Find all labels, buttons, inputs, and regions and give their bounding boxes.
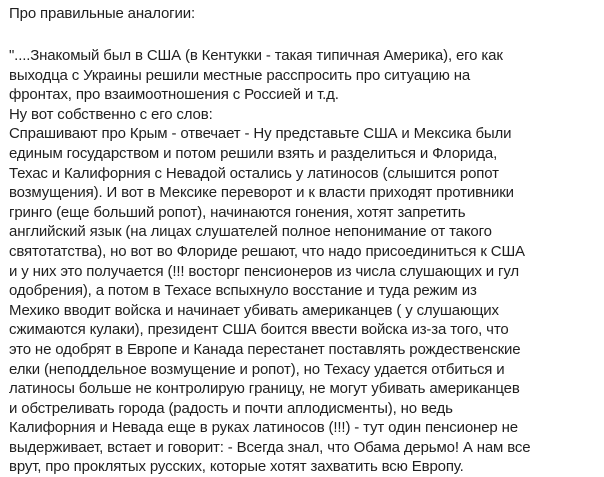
post-line: фронтах, про взаимоотношения с Россией и т.д. bbox=[9, 86, 339, 104]
post-title: Про правильные аналогии: bbox=[9, 5, 195, 22]
post-line: выдерживает, встает и говорит: - Всегда знал, что Обама дерьмо! А нам все bbox=[9, 438, 531, 456]
post-line: врут, про проклятых русских, которые хотят захватить всю Европу. bbox=[9, 458, 464, 476]
post-line: Мехико вводит войска и начинает убивать американцев ( у слушающих bbox=[9, 301, 499, 319]
post-line: Спрашивают про Крым - отвечает - Ну представьте США и Мексика были bbox=[9, 125, 512, 143]
post-line: это не одобрят в Европе и Канада перестанет поставлять рождественские bbox=[9, 340, 521, 358]
post-line: латиносы больше не контролирую границу, не могут убивать американцев bbox=[9, 380, 520, 398]
post-line: английский язык (на лицах слушателей полное непонимание от такого bbox=[9, 223, 492, 241]
post-line: Техас и Калифорния с Невадой остались у латиносов (слышится ропот bbox=[9, 164, 499, 182]
post-line: выходца с Украины решили местные расспросить про ситуацию на bbox=[9, 66, 471, 84]
post-line: Калифорния и Невада еще в руках латиносов (!!!) - тут один пенсионер не bbox=[9, 419, 518, 437]
post-line: елки (неподдельное возмущение и ропот), но Техасу удается отбиться и bbox=[9, 360, 505, 378]
post-line: святотатства), но вот во Флориде решают, что надо присоединиться к США bbox=[9, 242, 525, 260]
post-line: гринго (еще больший ропот), начинаются гонения, хотят запретить bbox=[9, 203, 466, 221]
post-line: единым государством и потом решили взять и разделиться и Флорида, bbox=[9, 144, 498, 162]
post-line: и у них это получается (!!! восторг пенсионеров из числа слушающих и гул bbox=[9, 262, 519, 280]
post-line: сжимаются кулаки), президент США боится ввести войска из-за того, что bbox=[9, 321, 509, 339]
post-line: "....Знакомый был в США (в Кентукки - такая типичная Америка), его как bbox=[9, 47, 503, 64]
post-body bbox=[9, 46, 594, 477]
post-line: возмущения). И вот в Мексике переворот и к власти приходят противники bbox=[9, 184, 514, 202]
post-line: и обстреливать города (радость и почти аплодисменты), но ведь bbox=[9, 399, 453, 417]
post-line: Ну вот собственно с его слов: bbox=[9, 105, 213, 123]
post-line: одобрения), а потом в Техасе вспыхнуло восстание и туда режим из bbox=[9, 282, 477, 300]
